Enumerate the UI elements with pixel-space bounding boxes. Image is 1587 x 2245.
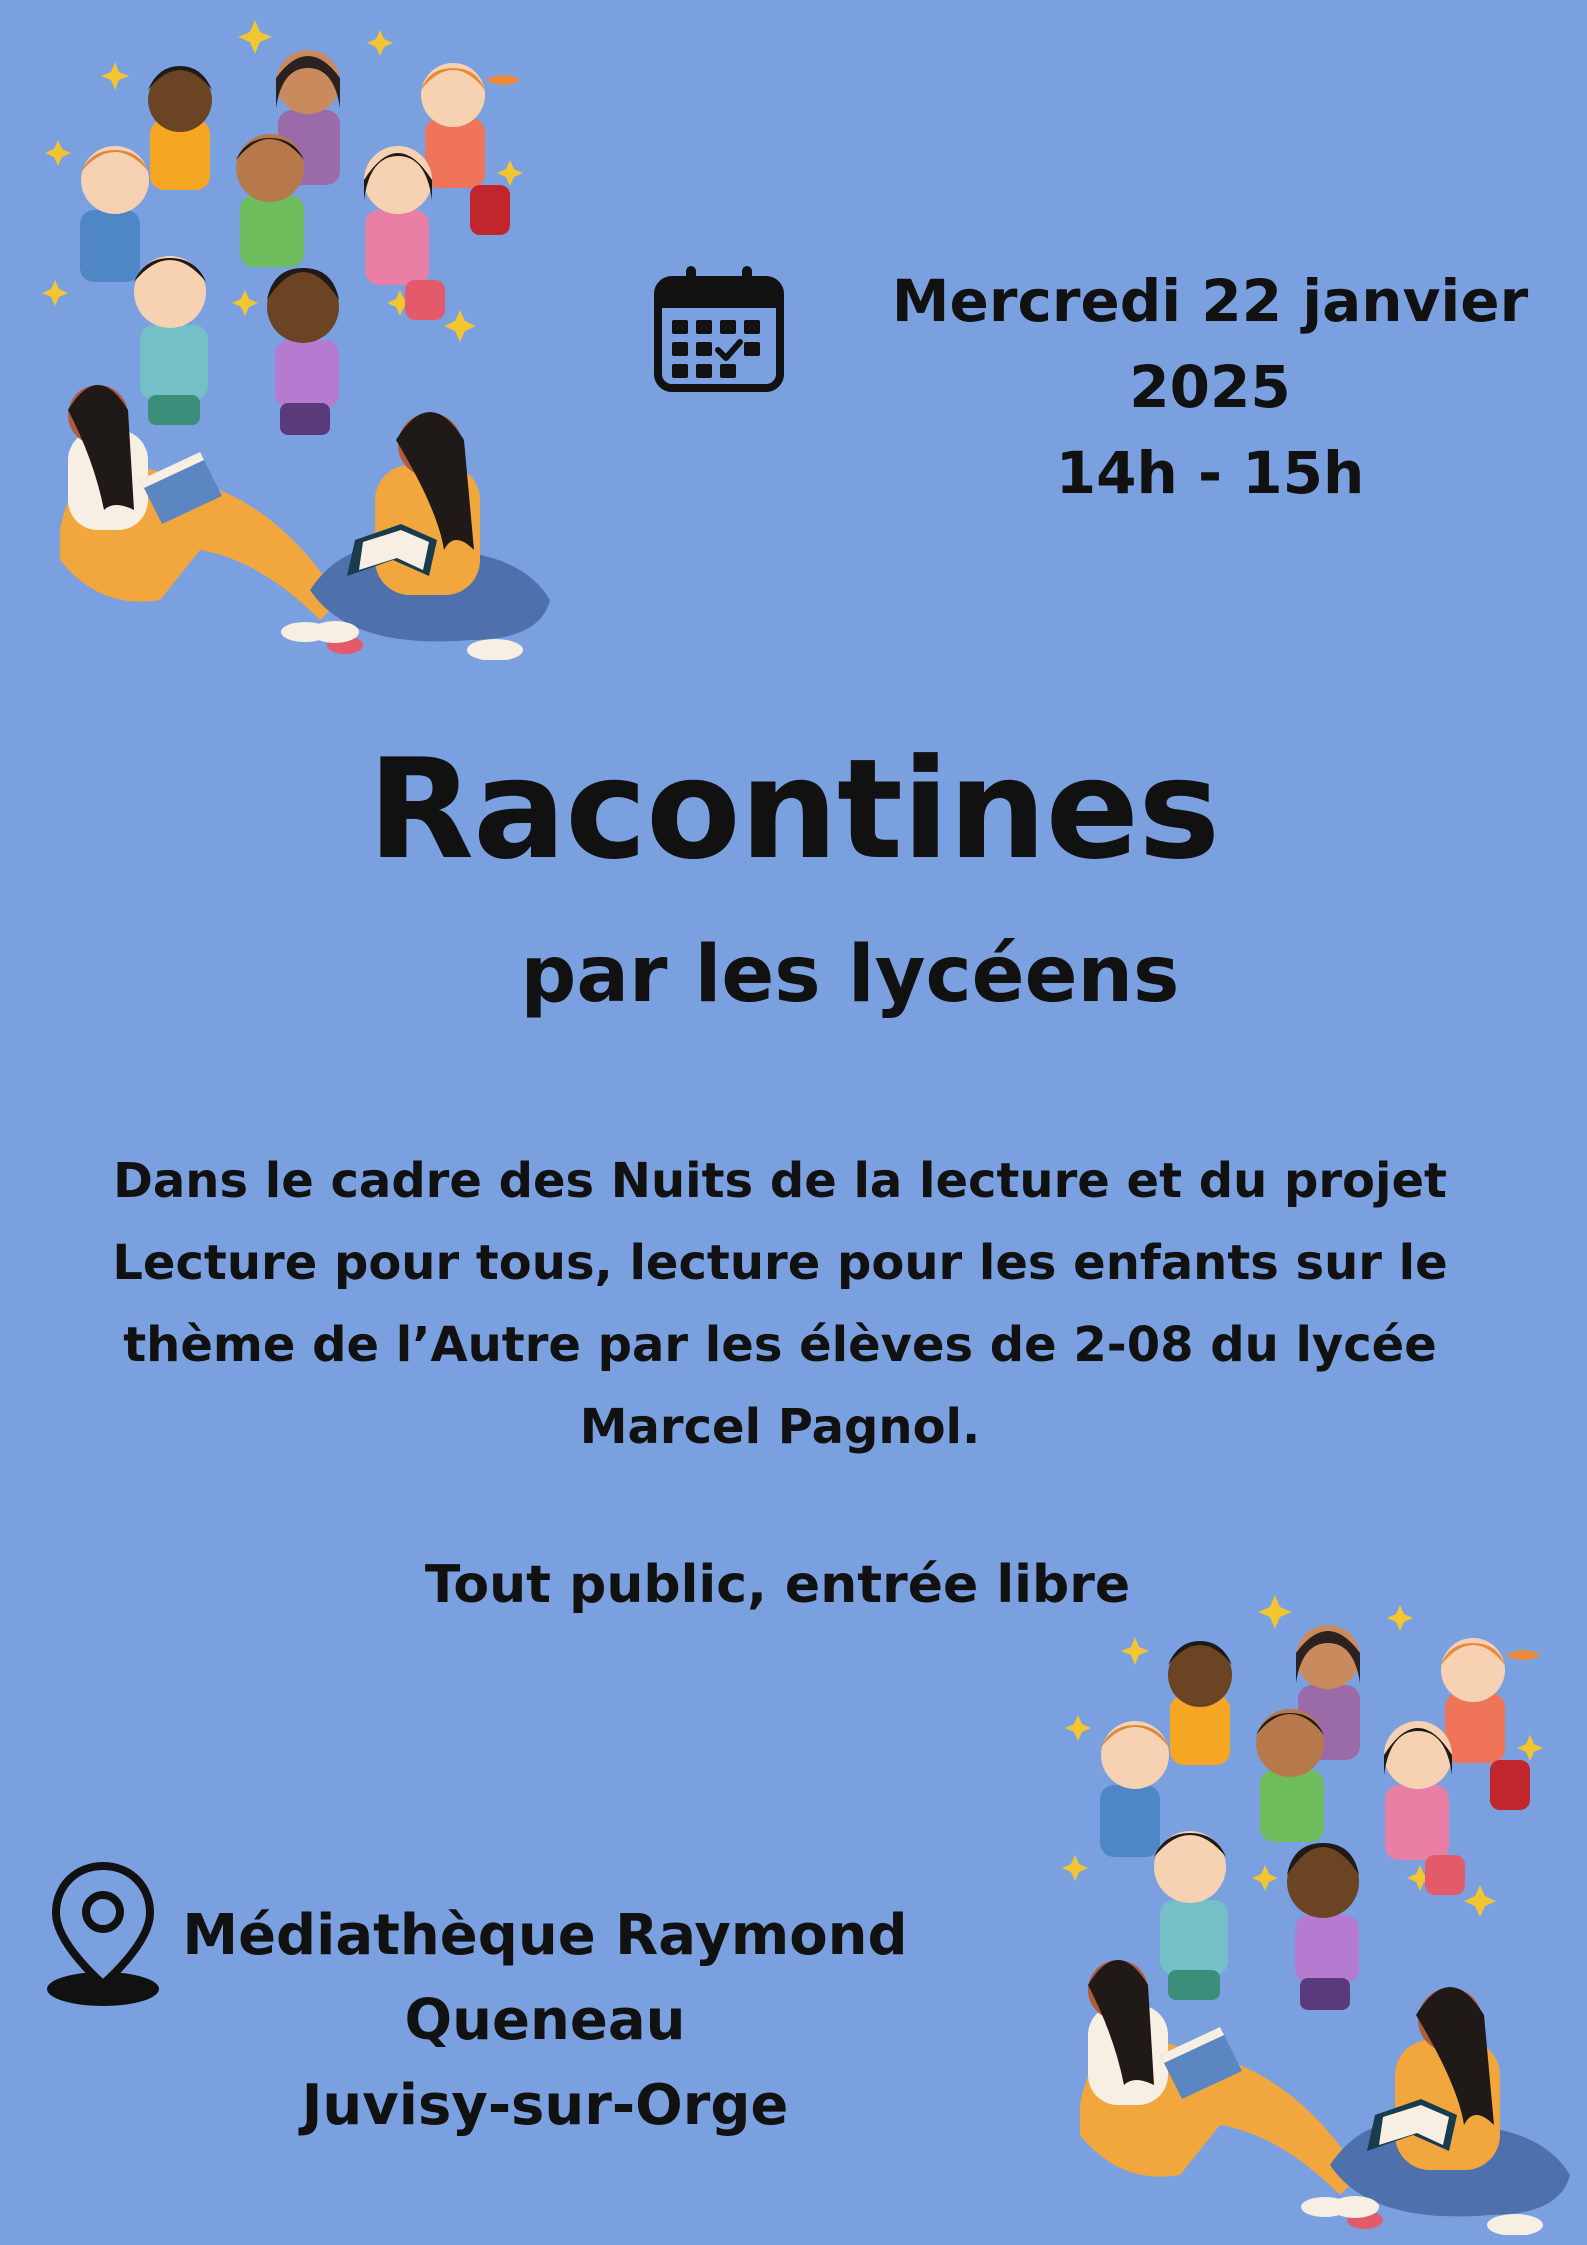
audience-note: Tout public, entrée libre xyxy=(424,1555,1131,1615)
page-title: Racontines xyxy=(367,729,1220,890)
event-date-time xyxy=(830,258,1587,516)
event-date: Mercredi 22 janvier 2025 xyxy=(891,267,1529,421)
event-description xyxy=(40,1140,1520,1468)
calendar-icon xyxy=(652,262,786,396)
location-pin-icon xyxy=(42,1862,164,2012)
description-line: Lecture pour tous, lecture pour les enfants sur le xyxy=(112,1235,1448,1291)
children-reading-illustration-top xyxy=(40,20,560,660)
venue-address xyxy=(170,1893,920,2148)
children-reading-illustration-bottom xyxy=(1060,1595,1580,2235)
description-line: thème de l’Autre par les élèves de 2-08 du lycée xyxy=(123,1317,1437,1373)
description-line: Marcel Pagnol. xyxy=(579,1399,981,1455)
venue-name-line: Médiathèque Raymond xyxy=(182,1903,908,1968)
venue-name-line: Queneau xyxy=(404,1988,686,2053)
page-subtitle: par les lycéens xyxy=(520,930,1180,1020)
venue-city: Juvisy-sur-Orge xyxy=(301,2073,789,2138)
description-line: Dans le cadre des Nuits de la lecture et du projet xyxy=(113,1153,1447,1209)
event-time: 14h - 15h xyxy=(1055,439,1365,507)
